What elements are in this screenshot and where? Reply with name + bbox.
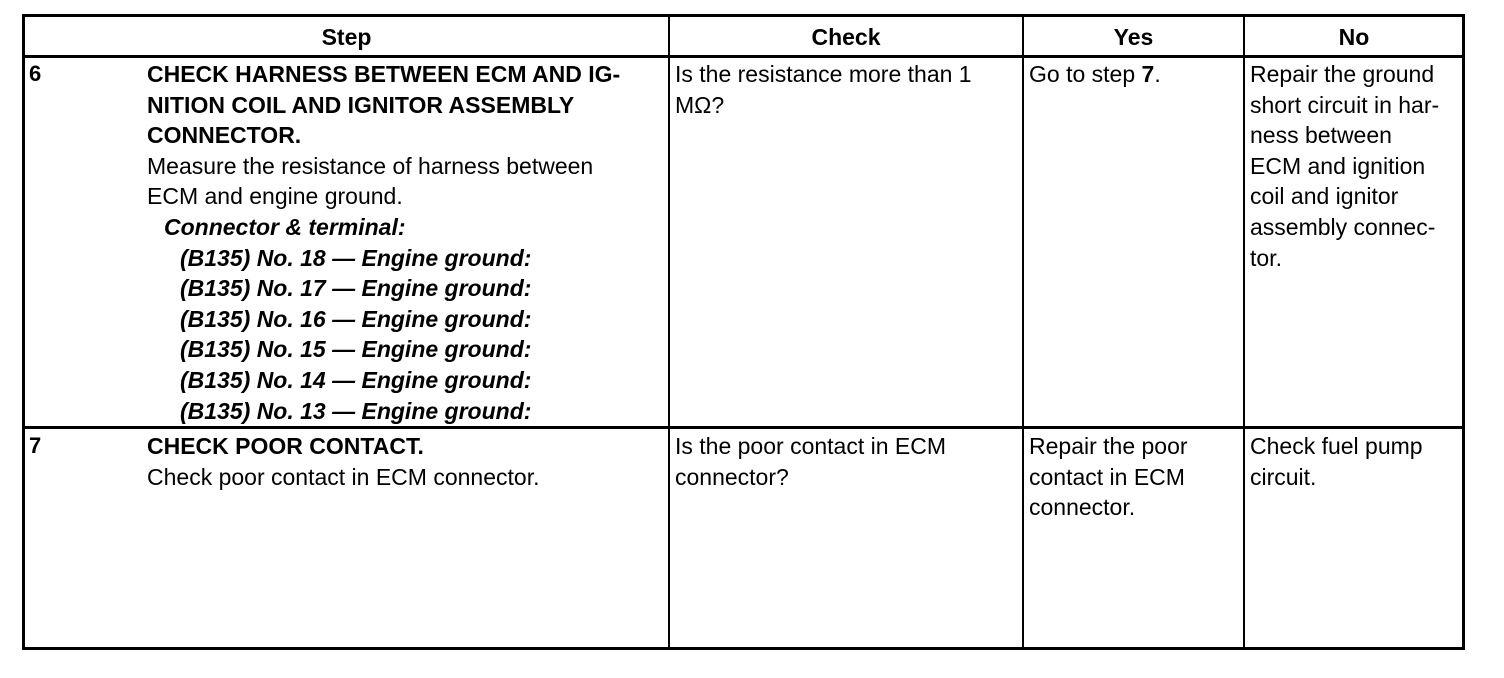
terminal-line: (B135) No. 17 — Engine ground:	[180, 275, 532, 302]
terminal-line: (B135) No. 13 — Engine ground:	[180, 397, 532, 424]
header-step: Step	[321, 24, 372, 50]
step-cell	[147, 59, 662, 426]
no-cell	[1250, 431, 1462, 492]
yes-cell	[1029, 431, 1241, 523]
column-divider	[668, 17, 670, 647]
no-line: ECM and ignition	[1250, 152, 1426, 179]
yes-cell	[1029, 59, 1241, 90]
step-number: 7	[29, 433, 42, 458]
no-line: Repair the ground	[1250, 61, 1435, 87]
step-cell	[147, 431, 662, 492]
diagnostic-table	[22, 14, 1465, 650]
column-divider	[1243, 17, 1245, 647]
step-number: 6	[29, 61, 42, 86]
no-line: tor.	[1250, 244, 1282, 271]
step-title-line: NITION COIL AND IGNITOR ASSEMBLY	[147, 91, 575, 118]
no-line: Check fuel pump	[1250, 433, 1423, 459]
yes-line: contact in ECM	[1029, 463, 1185, 490]
yes-step-number: 7	[1141, 61, 1155, 87]
yes-prefix: Go to step	[1029, 61, 1142, 87]
row-divider	[25, 426, 1462, 429]
step-body-line: ECM and engine ground.	[147, 183, 403, 210]
check-cell	[675, 59, 1020, 120]
check-line: Is the resistance more than 1	[675, 61, 972, 87]
header-no: No	[1338, 24, 1370, 50]
yes-line: Repair the poor	[1029, 433, 1188, 459]
check-line: connector?	[675, 463, 789, 490]
check-line: MΩ?	[675, 91, 725, 118]
terminal-line: (B135) No. 14 — Engine ground:	[180, 366, 532, 393]
step-title-line: CONNECTOR.	[147, 122, 302, 149]
yes-line	[1029, 59, 1241, 90]
no-cell	[1250, 59, 1462, 273]
header-check: Check	[811, 24, 881, 50]
terminal-line: (B135) No. 18 — Engine ground:	[180, 244, 532, 271]
step-body-line: Measure the resistance of harness between	[147, 152, 594, 179]
no-line: circuit.	[1250, 463, 1317, 490]
yes-suffix: .	[1154, 61, 1161, 87]
no-line: short circuit in har-	[1250, 91, 1440, 118]
check-line: Is the poor contact in ECM	[675, 433, 947, 459]
terminal-line: (B135) No. 16 — Engine ground:	[180, 305, 532, 332]
connector-label: Connector & terminal:	[164, 213, 406, 240]
step-body-line: Check poor contact in ECM connector.	[147, 463, 540, 490]
no-line: coil and ignitor	[1250, 183, 1399, 210]
no-line: ness between	[1250, 122, 1392, 149]
yes-line: connector.	[1029, 494, 1136, 521]
check-cell	[675, 431, 1020, 492]
header-yes: Yes	[1113, 24, 1154, 50]
terminal-line: (B135) No. 15 — Engine ground:	[180, 336, 532, 363]
no-line: assembly connec-	[1250, 213, 1436, 240]
step-title-line: CHECK POOR CONTACT.	[147, 433, 424, 459]
column-divider	[1022, 17, 1024, 647]
step-title-line: CHECK HARNESS BETWEEN ECM AND IG-	[147, 61, 621, 87]
